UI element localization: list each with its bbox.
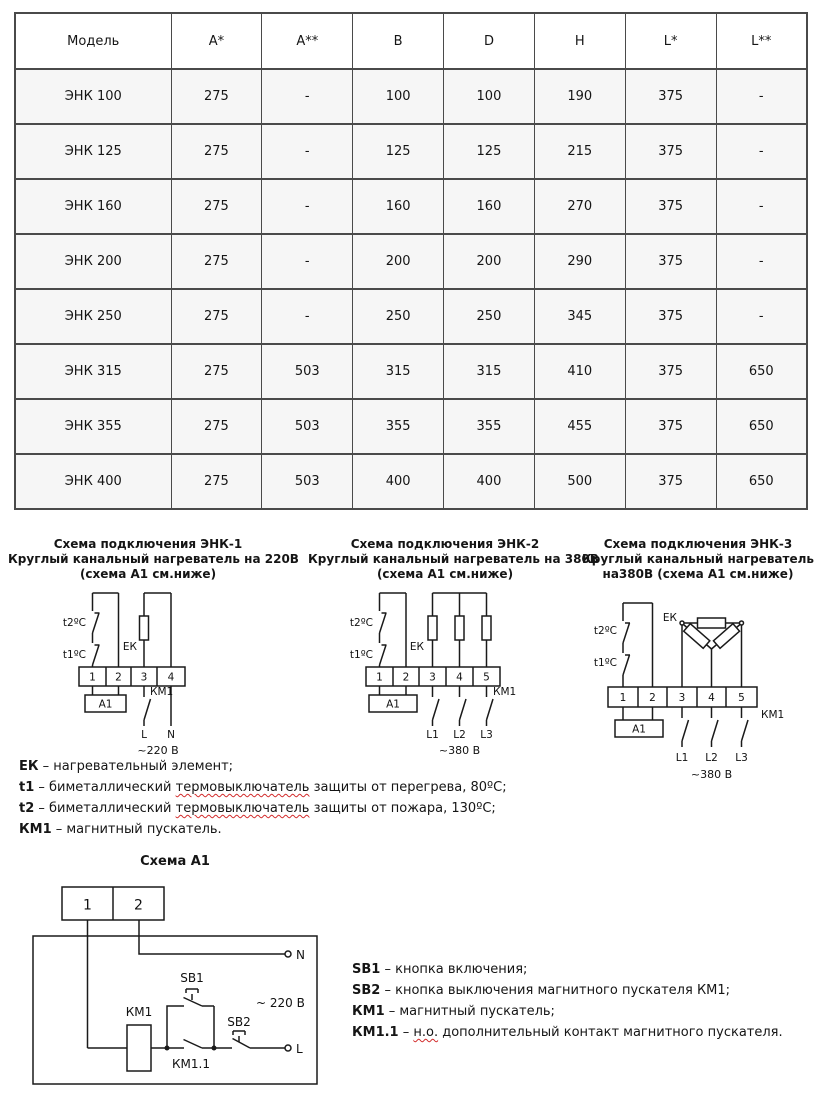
value-cell: 275 [171, 69, 262, 124]
ek-label: ЕК [662, 612, 677, 624]
diagram3-title [576, 537, 820, 582]
value-cell: - [262, 69, 353, 124]
value-cell: 400 [444, 454, 535, 509]
terminal-4: 4 [167, 671, 175, 684]
delta-node [740, 621, 744, 625]
misspelled-word: термовыключатель [175, 801, 310, 816]
terminal-3: 3 [678, 692, 686, 704]
km1-coil [127, 1025, 151, 1071]
value-cell: 100 [444, 69, 535, 124]
schema-a1-schematic [20, 876, 340, 1104]
diagram3-title-line1: Схема подключения ЭНК-3 [603, 537, 793, 551]
model-cell: ЭНК 200 [15, 234, 171, 289]
legend-term: ЕК [19, 759, 39, 774]
size-table-head [15, 13, 807, 69]
km1-contacts [682, 707, 748, 747]
terminal-2: 2 [649, 692, 656, 704]
diagram3-title-line3: на380В (схема А1 см.ниже) [602, 567, 794, 581]
thermo-contact-blades [623, 623, 630, 675]
sb2-label: SB2 [227, 1015, 251, 1029]
voltage-label: ~ 220 В [256, 996, 305, 1010]
phase-l-label: L [141, 729, 147, 741]
legend-term: КМ1 [352, 1004, 385, 1019]
heater-element-symbol [428, 616, 437, 640]
value-cell: 275 [171, 344, 262, 399]
diagram1-schematic [10, 585, 286, 763]
column-header: L* [625, 13, 716, 69]
legend-text: – магнитный пускатель. [51, 822, 222, 837]
legend-text: – магнитный пускатель; [384, 1004, 555, 1019]
terminal-3: 3 [140, 671, 148, 684]
value-cell: 275 [171, 399, 262, 454]
value-cell: 410 [534, 344, 625, 399]
voltage-label: ~220 В [137, 744, 179, 757]
value-cell: - [716, 289, 807, 344]
value-cell: 200 [353, 234, 444, 289]
heater-element-symbol [482, 616, 491, 640]
value-cell: 375 [625, 399, 716, 454]
legend-text: – кнопка включения; [380, 962, 528, 977]
phase-l3-label: L3 [735, 752, 748, 764]
value-cell: 250 [444, 289, 535, 344]
value-cell: - [716, 69, 807, 124]
km1-label: КМ1 [761, 709, 785, 721]
phase-l1-label: L1 [426, 729, 439, 741]
value-cell: 275 [171, 454, 262, 509]
size-table-head-row [15, 13, 807, 69]
column-header: B [353, 13, 444, 69]
diagram3-title-line2: Круглый канальный нагреватель [581, 552, 814, 566]
phase-l2-label: L2 [453, 729, 466, 741]
value-cell: 503 [262, 399, 353, 454]
legend-text: защиты от пожара, 130ºС; [309, 801, 496, 816]
phase-l2-label: L2 [705, 752, 718, 764]
component-legend-schema-a1 [352, 959, 783, 1043]
value-cell: 355 [353, 399, 444, 454]
table-row [15, 234, 807, 289]
value-cell: 375 [625, 124, 716, 179]
a1-label: А1 [386, 698, 400, 711]
phase-l1-label: L1 [675, 752, 689, 764]
value-cell: 375 [625, 454, 716, 509]
heater-element-symbol [140, 616, 149, 640]
column-header: Модель [15, 13, 171, 69]
km1-label: КМ1 [150, 686, 174, 698]
a1-label: А1 [98, 698, 113, 711]
value-cell: 650 [716, 344, 807, 399]
t1-label: t1ºС [349, 649, 373, 661]
size-table [14, 12, 808, 510]
terminal-4: 4 [456, 671, 463, 684]
value-cell: 290 [534, 234, 625, 289]
value-cell: 315 [353, 344, 444, 399]
km1-label: КМ1 [125, 1005, 153, 1019]
top-rail [623, 603, 653, 687]
value-cell: 275 [171, 179, 262, 234]
t2-label: t2ºС [349, 617, 373, 629]
heater-element-symbol [455, 616, 464, 640]
value-cell: 375 [625, 179, 716, 234]
model-cell: ЭНК 355 [15, 399, 171, 454]
value-cell: 275 [171, 124, 262, 179]
thermo-contact-blades [380, 613, 387, 665]
terminal-1: 1 [89, 671, 96, 684]
table-row [15, 344, 807, 399]
delta-node [680, 621, 684, 625]
legend-line [352, 1001, 783, 1022]
value-cell: 500 [534, 454, 625, 509]
model-cell: ЭНК 100 [15, 69, 171, 124]
table-row [15, 289, 807, 344]
phase-l-label: L [296, 1042, 303, 1056]
ek-label: ЕК [409, 641, 424, 653]
value-cell: 315 [444, 344, 535, 399]
value-cell: 200 [444, 234, 535, 289]
value-cell: 100 [353, 69, 444, 124]
diagram2-title-line2: Круглый канальный нагреватель на 380В [308, 552, 599, 566]
value-cell: - [262, 124, 353, 179]
legend-text: – биметаллический [34, 801, 176, 816]
value-cell: 375 [625, 344, 716, 399]
misspelled-word: термовыключатель [175, 780, 310, 795]
thermo-contact-blades [93, 613, 100, 665]
table-row [15, 124, 807, 179]
heater-element-symbol [698, 618, 726, 628]
legend-line [352, 1022, 783, 1043]
diagram-enk2 [308, 537, 599, 763]
component-legend-diagrams [19, 756, 507, 840]
t2-label: t2ºС [593, 625, 617, 637]
legend-text: защиты от перегрева, 80ºС; [309, 780, 507, 795]
legend-text: – биметаллический [34, 780, 176, 795]
value-cell: 275 [171, 234, 262, 289]
diagram1-title-line3: (схема А1 см.ниже) [79, 567, 217, 581]
value-cell: 270 [534, 179, 625, 234]
value-cell: 375 [625, 289, 716, 344]
model-cell: ЭНК 125 [15, 124, 171, 179]
legend-term: SB2 [352, 983, 381, 998]
value-cell: 650 [716, 454, 807, 509]
terminal-3: 3 [429, 671, 436, 684]
phase-l3-label: L3 [480, 729, 493, 741]
model-cell: ЭНК 250 [15, 289, 171, 344]
column-header: H [534, 13, 625, 69]
column-header: A** [262, 13, 353, 69]
terminal-5: 5 [738, 692, 745, 704]
column-header: L** [716, 13, 807, 69]
n-terminal-circle [285, 951, 291, 957]
terminal-1: 1 [376, 671, 383, 684]
terminal-1: 1 [619, 692, 627, 704]
value-cell: - [262, 179, 353, 234]
schema-a1-title: Схема А1 [140, 854, 210, 869]
value-cell: 400 [353, 454, 444, 509]
a1-label: А1 [632, 723, 646, 736]
legend-line [19, 819, 507, 840]
value-cell: 503 [262, 344, 353, 399]
legend-term: SB1 [352, 962, 381, 977]
legend-text: – кнопка выключения магнитного пускателя КМ1; [380, 983, 731, 998]
legend-term: КМ1 [19, 822, 52, 837]
value-cell: 190 [534, 69, 625, 124]
km1-label: КМ1 [493, 686, 517, 698]
diagram3-schematic [580, 590, 820, 790]
value-cell: 345 [534, 289, 625, 344]
column-header: A* [171, 13, 262, 69]
terminal-2: 2 [402, 671, 410, 684]
value-cell: 125 [444, 124, 535, 179]
value-cell: 275 [171, 289, 262, 344]
diagram2-title-line3: (схема А1 см.ниже) [376, 567, 514, 581]
misspelled-word: н.о. [413, 1025, 439, 1040]
t1-label: t1ºС [593, 657, 617, 669]
legend-line [19, 798, 507, 819]
km1-contacts [433, 686, 494, 726]
voltage-label: ~380 В [438, 744, 481, 757]
diagram2-title [308, 537, 599, 582]
neutral-n-label: N [296, 948, 305, 962]
ek-label: ЕК [122, 641, 137, 653]
legend-text: – [398, 1025, 414, 1040]
t2-label: t2ºС [62, 617, 86, 629]
table-row [15, 454, 807, 509]
diagram1-title-line2: Круглый канальный нагреватель на 220В [8, 552, 299, 566]
diagram1-title [8, 537, 299, 582]
legend-term: КМ1.1 [352, 1025, 399, 1040]
legend-line [19, 756, 507, 777]
value-cell: 250 [353, 289, 444, 344]
a1-leads [93, 686, 119, 695]
value-cell: 650 [716, 399, 807, 454]
neutral-n-label: N [167, 729, 175, 741]
terminal-4: 4 [708, 692, 715, 704]
value-cell: 375 [625, 69, 716, 124]
value-cell: 455 [534, 399, 625, 454]
sb1-label: SB1 [180, 971, 204, 985]
terminal-1: 1 [83, 897, 92, 914]
diagram2-schematic [320, 585, 570, 763]
terminal-2: 2 [134, 897, 143, 914]
legend-term: t2 [19, 801, 35, 816]
value-cell: 503 [262, 454, 353, 509]
km1-1-label: КМ1.1 [172, 1057, 210, 1071]
value-cell: 125 [353, 124, 444, 179]
legend-line [19, 777, 507, 798]
legend-text: дополнительный контакт магнитного пускателя. [438, 1025, 783, 1040]
voltage-label: ~380 В [690, 768, 733, 781]
diagram-enk3 [576, 537, 820, 790]
value-cell: 355 [444, 399, 535, 454]
t1-label: t1ºС [62, 649, 86, 661]
legend-term: t1 [19, 780, 35, 795]
value-cell: - [716, 234, 807, 289]
value-cell: 215 [534, 124, 625, 179]
diagram-enk1 [8, 537, 299, 763]
legend-line [352, 980, 783, 1001]
column-header: D [444, 13, 535, 69]
value-cell: - [716, 124, 807, 179]
terminal-5: 5 [483, 671, 490, 684]
model-cell: ЭНК 315 [15, 344, 171, 399]
value-cell: - [262, 234, 353, 289]
a1-leads [380, 686, 407, 695]
l-terminal-circle [285, 1045, 291, 1051]
model-cell: ЭНК 160 [15, 179, 171, 234]
table-row [15, 69, 807, 124]
value-cell: - [716, 179, 807, 234]
diagram1-title-line1: Схема подключения ЭНК-1 [53, 537, 243, 551]
model-cell: ЭНК 400 [15, 454, 171, 509]
value-cell: - [262, 289, 353, 344]
terminal-2: 2 [115, 671, 122, 684]
a1-leads [623, 707, 653, 720]
table-row [15, 399, 807, 454]
size-table-body [15, 69, 807, 509]
diagram2-title-line1: Схема подключения ЭНК-2 [350, 537, 540, 551]
value-cell: 160 [353, 179, 444, 234]
legend-text: – нагревательный элемент; [38, 759, 234, 774]
value-cell: 375 [625, 234, 716, 289]
schema-a1 [20, 876, 340, 1104]
value-cell: 160 [444, 179, 535, 234]
table-row [15, 179, 807, 234]
legend-line [352, 959, 783, 980]
